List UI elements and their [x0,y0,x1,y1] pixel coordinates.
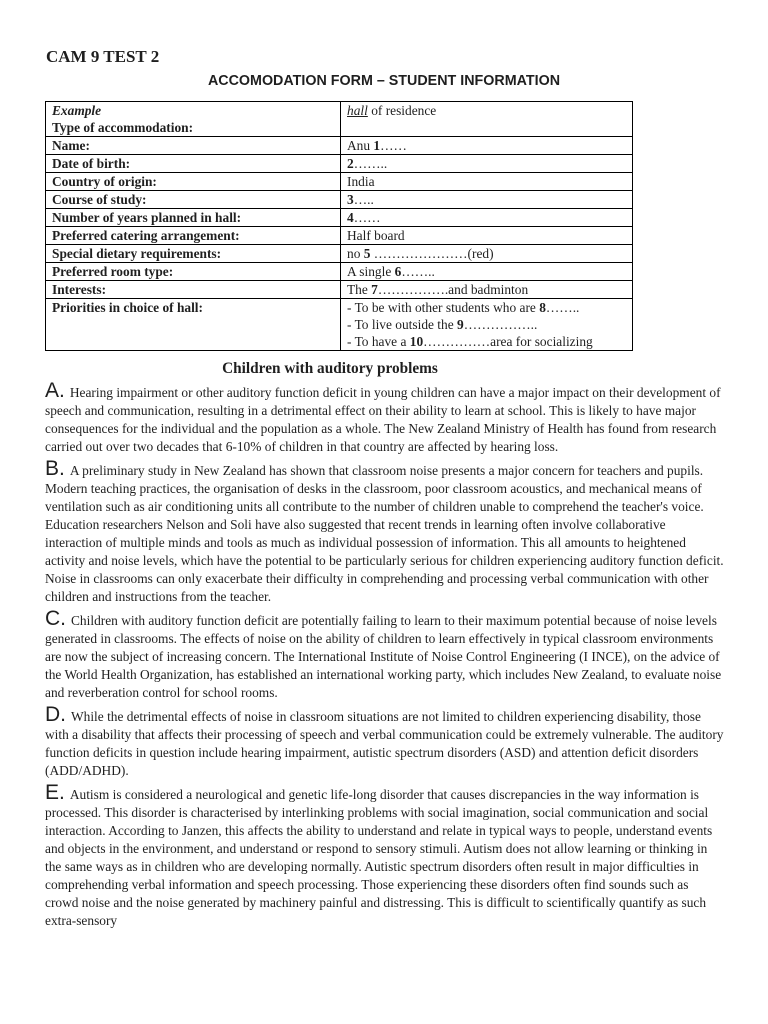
article-paragraph [45,457,725,606]
paragraph-text: A preliminary study in New Zealand has shown that classroom noise presents a major concern for teachers and pupils. Modern teaching practices, the organisation of desks in the classroom, poor classroom acoustics, and mechanical means of ventilation such as air conditioning units all contribute to the number of children unable to comprehend the teacher's voice. Education researchers Nelson and Soli have also suggested that recent trends in learning often involve collaborative interaction of multiple minds and tools as much as individual possession of information. This all amounts to heightened activity and noise levels, which have the potential to be particularly serious for children experiencing auditory function deficit. Noise in classrooms can only exacerbate their difficulty in comprehending and processing verbal communication with other children and instructions from the teacher. [45,463,724,604]
form-row-example [46,102,633,137]
form-row [46,245,633,263]
form-row-priorities [46,299,633,351]
article-title: Children with auditory problems [222,360,438,377]
question-number: 3 [347,192,354,207]
value-suffix: …….. [545,300,580,315]
form-label: Course of study: [46,191,341,209]
form-row [46,209,633,227]
article-paragraph [45,781,725,930]
form-label: Number of years planned in hall: [46,209,341,227]
value-suffix: …………………(red) [370,246,494,261]
example-field-label: Type of accommodation: [52,120,194,135]
paragraph-letter: C. [45,607,66,630]
article-paragraph [45,379,725,456]
form-row [46,173,633,191]
form-row [46,137,633,155]
form-value [341,299,633,351]
form-value [341,263,633,281]
question-number: 1 [373,138,381,153]
question-number: 6 [394,264,402,279]
form-row [46,155,633,173]
form-value [341,281,633,299]
value-suffix: …………….. [463,317,538,332]
question-number: 2 [347,156,354,171]
example-label: Example [52,103,102,118]
paragraph-letter: E. [45,781,65,804]
form-row [46,263,633,281]
value-suffix: …… [380,138,407,153]
question-number: 9 [457,317,464,332]
value-suffix: …………….and badminton [377,282,529,297]
example-answer: hall [347,103,368,118]
value-prefix: - To be with other students who are [347,300,540,315]
question-number: 10 [409,334,424,349]
form-value [341,209,633,227]
value-prefix: - To have a [347,334,410,349]
paragraph-letter: B. [45,457,65,480]
form-row [46,227,633,245]
form-label [46,102,341,137]
form-label: Preferred room type: [46,263,341,281]
form-label: Interests: [46,281,341,299]
form-label: Priorities in choice of hall: [46,299,341,351]
article-body [45,379,725,934]
form-title: ACCOMODATION FORM – STUDENT INFORMATION [207,73,561,89]
value-prefix: Half board [347,228,405,243]
form-value [341,227,633,245]
value-suffix: ……………area for socializing [423,334,593,349]
form-value [341,102,633,137]
article-paragraph [45,703,725,780]
form-value [341,173,633,191]
paragraph-text: Hearing impairment or other auditory function deficit in young children can have a major impact on their development of speech and communication, resulting in a detrimental effect on their ability to learn at school. This is likely to have major consequences for the individual and the population as a whole. The New Zealand Ministry of Health has found from research carried out over two decades that 6-10% of children in that country are affected by hearing loss. [45,385,721,454]
form-label: Special dietary requirements: [46,245,341,263]
value-suffix: ….. [353,192,374,207]
question-number: 5 [363,246,371,261]
paragraph-text: While the detrimental effects of noise in classroom situations are not limited to children experiencing disability, those with a disability that affects their processing of speech and verbal communication could be extremely vulnerable. The auditory function deficits in question include hearing impairment, autistic spectrum disorders (ASD) and attention deficit disorders (ADD/ADHD). [45,709,724,778]
paragraph-letter: D. [45,703,66,726]
test-title: CAM 9 TEST 2 [46,47,160,66]
form-value [341,191,633,209]
value-suffix: …….. [353,156,388,171]
value-prefix: Anu [347,138,374,153]
form-value [341,155,633,173]
value-prefix: A single [347,264,395,279]
question-number: 7 [371,282,378,297]
value-prefix: - To live outside the [347,317,458,332]
paragraph-text: Children with auditory function deficit are potentially failing to learn to their maximum potential because of noise levels generated in classrooms. The effects of noise on the ability of children to learn effectively in typical classroom environments are now the subject of increasing concern. The International Institute of Noise Control Engineering (I INCE), on the advice of the World Health Organization, has established an international working party, which includes New Zealand, to evaluate noise and reverberation control for school rooms. [45,613,722,700]
question-number: 8 [539,300,546,315]
paragraph-text: Autism is considered a neurological and genetic life-long disorder that causes discrepancies in the way information is processed. This disorder is characterised by interlinking problems with social imagination, social communication and social interaction. According to Janzen, this affects the ability to understand and relate in typical ways to people, understand events and objects in the environment, and understand or respond to sensory stimuli. Autism does not allow learning or thinking in the same ways as in children who are developing normally. Autistic spectrum disorders often result in major difficulties in comprehending verbal information and speech processing. Those experiencing these disorders often find sounds such as crowd noise and the noise generated by machinery painful and distressing. This is difficult to scientifically quantify as such extra-sensory [45,787,713,928]
value-prefix: The [347,282,372,297]
priority-item [347,316,626,333]
example-answer-rest: of residence [367,103,437,118]
form-row [46,281,633,299]
question-number: 4 [347,210,354,225]
article-paragraph [45,607,725,702]
form-row [46,191,633,209]
priority-item [347,333,626,350]
form-value [341,137,633,155]
value-suffix: …….. [401,264,435,279]
value-suffix: …… [353,210,381,225]
form-label: Name: [46,137,341,155]
form-label: Preferred catering arrangement: [46,227,341,245]
value-prefix: no [347,246,364,261]
form-label: Date of birth: [46,155,341,173]
accommodation-form-table [45,101,633,351]
form-label: Country of origin: [46,173,341,191]
form-value [341,245,633,263]
value-prefix: India [347,174,375,189]
paragraph-letter: A. [45,379,65,402]
priority-item [347,299,626,316]
